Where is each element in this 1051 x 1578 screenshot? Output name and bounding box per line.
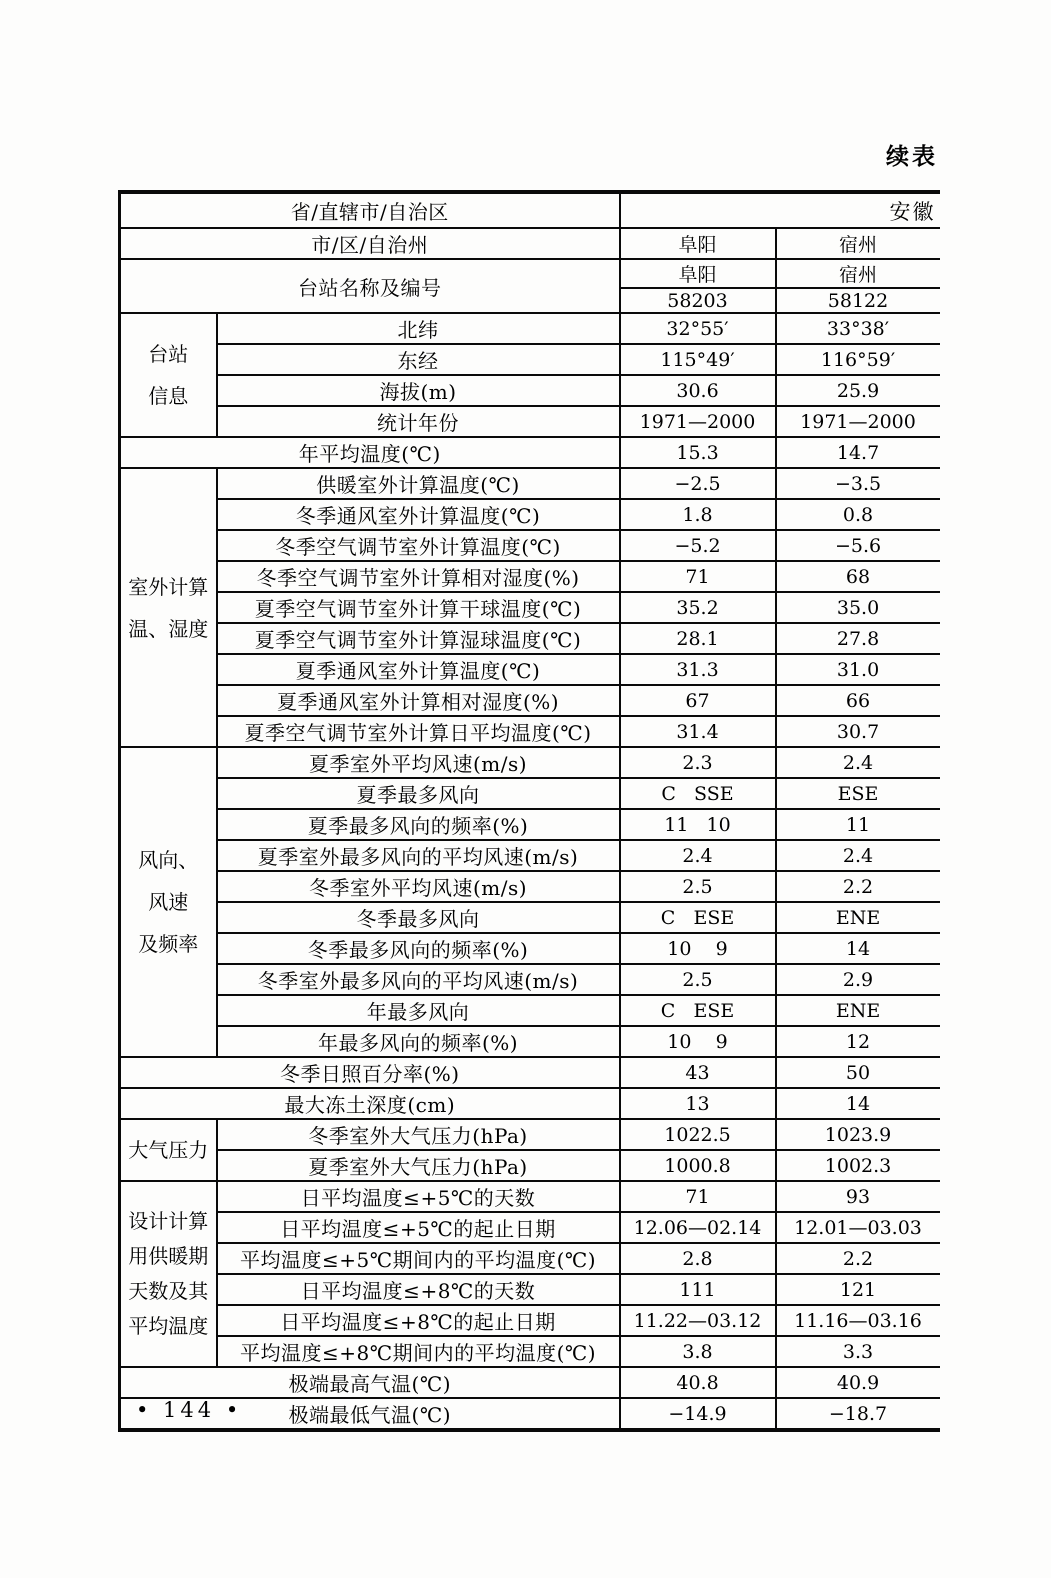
value-suzhou: 93: [776, 1181, 940, 1212]
row-label: 夏季空气调节室外计算日平均温度(℃): [217, 716, 620, 747]
value-suzhou: 2.4: [776, 840, 940, 871]
value-suzhou: 27.8: [776, 623, 940, 654]
table-row: [120, 902, 940, 933]
value-fuyang: 32°55′: [620, 313, 776, 344]
table-row: [120, 623, 940, 654]
row-label: 东经: [217, 344, 620, 375]
value-fuyang: 71: [620, 1181, 776, 1212]
row-label: 冬季最多风向的频率(%): [217, 933, 620, 964]
row-label: 供暖室外计算温度(℃): [217, 468, 620, 499]
value-suzhou: −3.5: [776, 468, 940, 499]
table-row: [120, 933, 940, 964]
table-row: [120, 1274, 940, 1305]
value-fuyang: 71: [620, 561, 776, 592]
value-fuyang: C ESE: [620, 995, 776, 1026]
value-suzhou: 33°38′: [776, 313, 940, 344]
row-label: 统计年份: [217, 406, 620, 437]
station-code-suzhou: 58122: [776, 288, 940, 313]
value-fuyang: −5.2: [620, 530, 776, 561]
table-row: [120, 871, 940, 902]
province-value: 安徽: [620, 192, 940, 228]
row-label: 夏季最多风向的频率(%): [217, 809, 620, 840]
table-row: [120, 1088, 940, 1119]
table-row-province: [120, 192, 940, 228]
row-label: 夏季通风室外计算相对湿度(%): [217, 685, 620, 716]
table-row: [120, 654, 940, 685]
city-suzhou: 宿州: [776, 228, 940, 259]
value-fuyang: 1022.5: [620, 1119, 776, 1150]
value-suzhou: 30.7: [776, 716, 940, 747]
table-row: [120, 1057, 940, 1088]
value-fuyang: 2.8: [620, 1243, 776, 1274]
table-row: [120, 1305, 940, 1336]
continued-table-label: 续表: [886, 143, 938, 170]
group-label-station-info: 台站 信息: [120, 313, 217, 437]
table-row: [120, 1150, 940, 1181]
value-suzhou: ENE: [776, 902, 940, 933]
group-label-heating-period: 设计计算 用供暖期 天数及其 平均温度: [120, 1181, 217, 1367]
row-label: 年最多风向的频率(%): [217, 1026, 620, 1057]
row-label: 冬季通风室外计算温度(℃): [217, 499, 620, 530]
value-fuyang: 67: [620, 685, 776, 716]
table-row: [120, 716, 940, 747]
row-label: 冬季室外大气压力(hPa): [217, 1119, 620, 1150]
row-label: 冬季室外最多风向的平均风速(m/s): [217, 964, 620, 995]
value-suzhou: 14: [776, 1088, 940, 1119]
value-fuyang: −14.9: [620, 1398, 776, 1430]
table-row-station-name: [120, 259, 940, 288]
row-label: 夏季室外最多风向的平均风速(m/s): [217, 840, 620, 871]
value-suzhou: 25.9: [776, 375, 940, 406]
value-suzhou: 50: [776, 1057, 940, 1088]
table-row: [120, 1336, 940, 1367]
value-suzhou: 2.9: [776, 964, 940, 995]
value-suzhou: 14: [776, 933, 940, 964]
value-fuyang: −2.5: [620, 468, 776, 499]
value-fuyang: 2.3: [620, 747, 776, 778]
table-row: [120, 437, 940, 468]
value-fuyang: 43: [620, 1057, 776, 1088]
row-label: 日平均温度≤+8℃的起止日期: [217, 1305, 620, 1336]
row-label: 极端最低气温(℃): [120, 1398, 620, 1430]
value-fuyang: C SSE: [620, 778, 776, 809]
table-row-city: [120, 228, 940, 259]
row-label: 年平均温度(℃): [120, 437, 620, 468]
value-suzhou: 11.16—03.16: [776, 1305, 940, 1336]
value-suzhou: −5.6: [776, 530, 940, 561]
table-row: [120, 778, 940, 809]
climate-data-table: [118, 190, 940, 1432]
table-row: [120, 530, 940, 561]
station-row-label: 台站名称及编号: [120, 259, 620, 313]
value-suzhou: 12.01—03.03: [776, 1212, 940, 1243]
table-row: [120, 313, 940, 344]
value-suzhou: 31.0: [776, 654, 940, 685]
value-fuyang: 115°49′: [620, 344, 776, 375]
row-label: 北纬: [217, 313, 620, 344]
row-label: 冬季室外平均风速(m/s): [217, 871, 620, 902]
row-label: 平均温度≤+5℃期间内的平均温度(℃): [217, 1243, 620, 1274]
value-suzhou: 3.3: [776, 1336, 940, 1367]
value-suzhou: 116°59′: [776, 344, 940, 375]
row-label: 夏季最多风向: [217, 778, 620, 809]
table-row: [120, 1212, 940, 1243]
table-row: [120, 809, 940, 840]
table-row: [120, 1367, 940, 1398]
row-label: 夏季空气调节室外计算湿球温度(℃): [217, 623, 620, 654]
value-fuyang: 11.22—03.12: [620, 1305, 776, 1336]
value-fuyang: 1000.8: [620, 1150, 776, 1181]
row-label: 夏季室外平均风速(m/s): [217, 747, 620, 778]
row-label: 极端最高气温(℃): [120, 1367, 620, 1398]
value-fuyang: 15.3: [620, 437, 776, 468]
value-suzhou: 0.8: [776, 499, 940, 530]
row-label: 日平均温度≤+5℃的起止日期: [217, 1212, 620, 1243]
table-row: [120, 747, 940, 778]
city-row-label: 市/区/自治州: [120, 228, 620, 259]
row-label: 冬季日照百分率(%): [120, 1057, 620, 1088]
group-label-outdoor-conditions: 室外计算 温、湿度: [120, 468, 217, 747]
value-fuyang: 2.5: [620, 964, 776, 995]
row-label: 日平均温度≤+8℃的天数: [217, 1274, 620, 1305]
value-suzhou: 12: [776, 1026, 940, 1057]
table-row: [120, 995, 940, 1026]
row-label: 夏季室外大气压力(hPa): [217, 1150, 620, 1181]
value-suzhou: 2.4: [776, 747, 940, 778]
value-suzhou: 1971—2000: [776, 406, 940, 437]
table-row: [120, 561, 940, 592]
value-fuyang: 2.5: [620, 871, 776, 902]
page-number: • 144 •: [136, 1398, 243, 1422]
table-row: [120, 468, 940, 499]
row-label: 年最多风向: [217, 995, 620, 1026]
value-suzhou: 1023.9: [776, 1119, 940, 1150]
table-row: [120, 685, 940, 716]
value-fuyang: 10 9: [620, 1026, 776, 1057]
value-fuyang: 12.06—02.14: [620, 1212, 776, 1243]
value-fuyang: 28.1: [620, 623, 776, 654]
table-row: [120, 1398, 940, 1430]
table-row: [120, 375, 940, 406]
value-fuyang: 13: [620, 1088, 776, 1119]
group-label-wind: 风向、 风速 及频率: [120, 747, 217, 1057]
row-label: 平均温度≤+8℃期间内的平均温度(℃): [217, 1336, 620, 1367]
row-label: 海拔(m): [217, 375, 620, 406]
table-row: [120, 1119, 940, 1150]
value-suzhou: 14.7: [776, 437, 940, 468]
value-suzhou: 2.2: [776, 1243, 940, 1274]
table-row: [120, 406, 940, 437]
value-fuyang: 10 9: [620, 933, 776, 964]
table-row: [120, 499, 940, 530]
value-fuyang: 35.2: [620, 592, 776, 623]
station-name-fuyang: 阜阳: [620, 259, 776, 288]
row-label: 冬季空气调节室外计算温度(℃): [217, 530, 620, 561]
row-label: 夏季通风室外计算温度(℃): [217, 654, 620, 685]
value-suzhou: 121: [776, 1274, 940, 1305]
table-row: [120, 840, 940, 871]
row-label: 最大冻土深度(cm): [120, 1088, 620, 1119]
city-fuyang: 阜阳: [620, 228, 776, 259]
table-row: [120, 592, 940, 623]
value-fuyang: 30.6: [620, 375, 776, 406]
value-suzhou: 11: [776, 809, 940, 840]
value-suzhou: 2.2: [776, 871, 940, 902]
value-suzhou: ENE: [776, 995, 940, 1026]
value-fuyang: 2.4: [620, 840, 776, 871]
value-suzhou: 66: [776, 685, 940, 716]
value-fuyang: 111: [620, 1274, 776, 1305]
value-suzhou: ESE: [776, 778, 940, 809]
value-suzhou: 68: [776, 561, 940, 592]
province-row-label: 省/直辖市/自治区: [120, 192, 620, 228]
table-row: [120, 964, 940, 995]
value-suzhou: 35.0: [776, 592, 940, 623]
row-label: 夏季空气调节室外计算干球温度(℃): [217, 592, 620, 623]
station-name-suzhou: 宿州: [776, 259, 940, 288]
value-fuyang: 1971—2000: [620, 406, 776, 437]
table-row: [120, 1026, 940, 1057]
value-fuyang: C ESE: [620, 902, 776, 933]
value-suzhou: 40.9: [776, 1367, 940, 1398]
table-row: [120, 1181, 940, 1212]
value-fuyang: 31.4: [620, 716, 776, 747]
value-suzhou: 1002.3: [776, 1150, 940, 1181]
value-fuyang: 11 10: [620, 809, 776, 840]
value-suzhou: −18.7: [776, 1398, 940, 1430]
row-label: 日平均温度≤+5℃的天数: [217, 1181, 620, 1212]
value-fuyang: 31.3: [620, 654, 776, 685]
value-fuyang: 1.8: [620, 499, 776, 530]
table-row: [120, 344, 940, 375]
group-label-atmospheric-pressure: 大气压力: [120, 1119, 217, 1181]
table-row: [120, 1243, 940, 1274]
value-fuyang: 40.8: [620, 1367, 776, 1398]
station-code-fuyang: 58203: [620, 288, 776, 313]
row-label: 冬季最多风向: [217, 902, 620, 933]
value-fuyang: 3.8: [620, 1336, 776, 1367]
row-label: 冬季空气调节室外计算相对湿度(%): [217, 561, 620, 592]
